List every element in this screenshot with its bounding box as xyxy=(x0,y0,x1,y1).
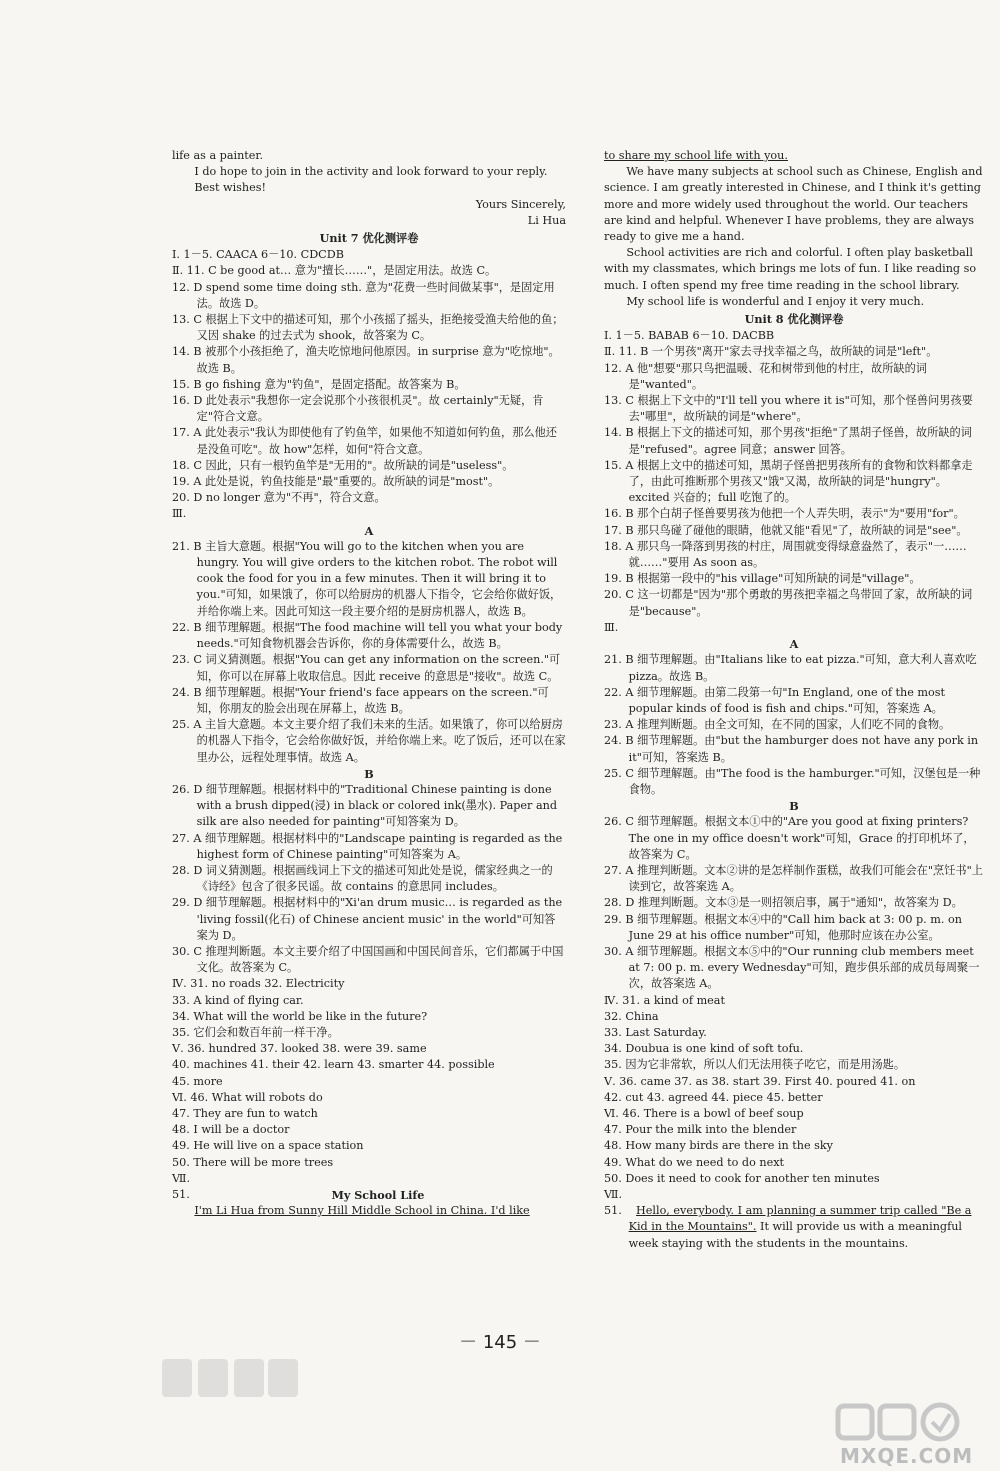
answer-item: 47. Pour the milk into the blender xyxy=(604,1123,797,1137)
answer-item: 33. Last Saturday. xyxy=(604,1025,707,1039)
essay-title: My School Life xyxy=(331,1188,425,1202)
answer-item: 48. How many birds are there in the sky xyxy=(604,1139,833,1153)
answer-item: 18. A 那只鸟一降落到男孩的村庄，周围就变得绿意盎然了，表示"一……就……"要用 As soon as。 xyxy=(604,539,967,570)
answer-item: Ⅳ. 31. a kind of meat xyxy=(604,993,725,1007)
answer-item: 26. D 细节理解题。根据材料中的"Traditional Chinese painting is done with a brush dipped(浸) in black or colored ink(墨水). Paper and silk are also needed for painting"可知答案为 D。 xyxy=(172,782,557,829)
answer-item: 45. more xyxy=(172,1074,223,1088)
letter-line: life as a painter. xyxy=(172,149,264,162)
watermark-text: MXQE.COM xyxy=(840,1444,974,1468)
section-b-label: B xyxy=(789,799,799,814)
letter-line: Best wishes! xyxy=(194,181,266,195)
answer-item: 27. A 推理判断题。文本②讲的是怎样制作蛋糕，故我们可能会在"烹饪书"上读到它，故答案选 A。 xyxy=(604,863,983,894)
letter-line: Yours Sincerely, xyxy=(475,197,566,211)
answer-item: 14. B 根据上下文的描述可知，那个男孩"拒绝"了黑胡子怪兽，故所缺的词是"refused"。agree 同意；answer 回答。 xyxy=(604,426,972,456)
answer-item: 23. C 词义猜测题。根据"You can get any information on the screen."可知，你可以在屏幕上收取信息。因此 receive 的意思是"接收"。故选 C。 xyxy=(172,653,561,683)
answer-item: 42. cut 43. agreed 44. piece 45. better xyxy=(604,1090,823,1104)
unit7-answers xyxy=(172,247,566,522)
answer-item: 50. Does it need to cook for another ten minutes xyxy=(604,1171,880,1185)
unit8-answers xyxy=(604,328,984,636)
answer-item: 22. B 细节理解题。根据"The food machine will tell you what your body needs."可知食物机器会告诉你，你的身体需要什么，故选 B。 xyxy=(172,620,563,651)
answer-item: Ⅶ. xyxy=(172,1171,190,1185)
answer-item: 15. A 根据上文中的描述可知，黑胡子怪兽把男孩所有的食物和饮料都拿走了，由此可推断那个男孩又"饿"又渴，故所缺的词是"hungry"。excited 兴奋的；full 吃饱了的。 xyxy=(604,458,973,505)
answer-item: 29. D 细节理解题。根据材料中的"Xi'an drum music… is regarded as the 'living fossil(化石) of Chinese ancient music' in the world"可知答案为 D。 xyxy=(172,896,563,942)
answer-item: 34. What will the world be like in the future? xyxy=(172,1009,428,1023)
answer-item: Ⅱ. 11. C be good at… 意为"擅长……"，是固定用法。故选 C。 xyxy=(172,264,497,278)
answer-item: 28. D 词义猜测题。根据画线词上下文的描述可知此处是说，儒家经典之一的《诗经》包含了很多民谣。故 contains 的意思同 includes。 xyxy=(172,863,553,894)
answer-item: 12. D spend some time doing sth. 意为"花费一些时间做某事"，是固定用法。故选 D。 xyxy=(172,280,555,310)
answer-item: 13. C 根据上下文中的描述可知，那个小孩摇了摇头，拒绝接受渔夫给他的鱼；又因 shake 的过去式为 shook，故答案为 C。 xyxy=(172,313,564,343)
answer-item: Ⅵ. 46. There is a bowl of beef soup xyxy=(604,1106,804,1120)
answer-item: 33. A kind of flying car. xyxy=(172,993,304,1007)
unit8-essay xyxy=(604,1203,984,1252)
answer-item: 15. B go fishing 意为"钓鱼"，是固定搭配。故答案为 B。 xyxy=(172,377,466,391)
answer-item: 16. D 此处表示"我想你一定会说那个小孩很机灵"。故 certainly"无疑，肯定"符合文意。 xyxy=(172,394,544,424)
unit8-reading-b xyxy=(604,814,984,1203)
answer-item: 25. A 主旨大意题。本文主要介绍了我们未来的生活。如果饿了，你可以给厨房的机器人下指令，它会给你做好饭，并给你端上来。吃了饭后，还可以在家里办公，远程处理事情。故选 A。 xyxy=(172,718,566,764)
answer-item: 27. A 细节理解题。根据材料中的"Landscape painting is regarded as the highest form of Chinese painting"可知答案为 A。 xyxy=(172,831,563,861)
unit7-reading-b xyxy=(172,782,566,1187)
answer-item: 49. What do we need to do next xyxy=(604,1155,785,1169)
answer-item: 24. B 细节理解题。由"but the hamburger does not have any pork in it"可知，答案选 B。 xyxy=(604,734,979,764)
answer-item: 34. Doubua is one kind of soft tofu. xyxy=(604,1042,804,1056)
essay-number: 51. xyxy=(172,1188,190,1201)
section-b-label: B xyxy=(364,766,374,781)
letter-ending xyxy=(172,148,566,229)
right-column xyxy=(604,148,984,1252)
answer-item: 18. C 因此，只有一根钓鱼竿是"无用的"。故所缺的词是"useless"。 xyxy=(172,458,514,472)
answer-item: 25. C 细节理解题。由"The food is the hamburger."可知，汉堡包是一种食物。 xyxy=(604,766,981,796)
answer-item: 14. B 被那个小孩拒绝了，渔夫吃惊地问他原因。in surprise 意为"吃惊地"。故选 B。 xyxy=(172,345,560,375)
answer-item: 35. 它们会和数百年前一样干净。 xyxy=(172,1025,339,1039)
answer-item: 12. A 他"想要"那只鸟把温暖、花和树带到他的村庄，故所缺的词是"wanted"。 xyxy=(604,361,927,391)
essay-paragraph: School activities are rich and colorful. I often play basketball with my classmates, which brings me lots of fun. I like reading so much. I often spend my free time reading in the school library. xyxy=(604,246,977,292)
answer-item: 19. A 此处是说，钓鱼技能是"最"重要的。故所缺的词是"most"。 xyxy=(172,475,500,489)
unit7-reading-a xyxy=(172,539,566,766)
stamp-watermark-icon xyxy=(160,1355,300,1403)
answer-item: 49. He will live on a space station xyxy=(172,1139,364,1153)
answer-item: 17. A 此处表示"我认为即使他有了钓鱼竿，如果他不知道如何钓鱼，那么他还是没鱼可吃"。故 how"怎样，如何"符合文意。 xyxy=(172,426,557,456)
answer-item: 19. B 根据第一段中的"his village"可知所缺的词是"village"。 xyxy=(604,572,921,586)
answer-item: 30. A 细节理解题。根据文本⑤中的"Our running club members meet at 7: 00 p. m. every Wednesday"可知，跑步俱乐部的成员每周聚一次，故答案选 A。 xyxy=(604,944,980,991)
answer-item: Ⅴ. 36. hundred 37. looked 38. were 39. same xyxy=(172,1042,427,1056)
answer-item: 50. There will be more trees xyxy=(172,1155,334,1169)
essay-paragraph: My school life is wonderful and I enjoy it very much. xyxy=(626,294,925,308)
answer-item: 48. I will be a doctor xyxy=(172,1123,290,1137)
letter-line: I do hope to join in the activity and look forward to your reply. xyxy=(194,165,548,179)
answer-item: Ⅵ. 46. What will robots do xyxy=(172,1090,323,1104)
answer-item: Ⅱ. 11. B 一个男孩"离开"家去寻找幸福之鸟，故所缺的词是"left"。 xyxy=(604,345,938,359)
answer-item: Ⅲ. xyxy=(172,507,187,521)
answer-item: Ⅲ. xyxy=(604,620,619,634)
essay-continuation: to share my school life with you. xyxy=(604,149,788,162)
answer-item: 40. machines 41. their 42. learn 43. smarter 44. possible xyxy=(172,1058,495,1072)
essay-paragraphs xyxy=(604,164,984,310)
page-number: － 145 － xyxy=(459,1332,541,1353)
essay-rest: It will provide us with a meaningful week staying with the students in the mountains. xyxy=(628,1220,962,1250)
answer-item: Ⅰ. 1－5. BABAB 6－10. DACBB xyxy=(604,329,775,343)
section-a-label: A xyxy=(364,523,374,538)
answer-item: Ⅳ. 31. no roads 32. Electricity xyxy=(172,977,345,991)
left-column xyxy=(172,148,566,1219)
essay-header xyxy=(172,1187,566,1203)
answer-item: 23. A 推理判断题。由全文可知，在不同的国家，人们吃不同的食物。 xyxy=(604,718,951,732)
answer-item: 32. China xyxy=(604,1009,659,1023)
unit7-title: Unit 7 优化测评卷 xyxy=(319,231,419,246)
section-a-label: A xyxy=(789,637,799,652)
essay-number: 51. xyxy=(604,1204,622,1218)
answer-item: Ⅶ. xyxy=(604,1188,622,1201)
essay-paragraph: We have many subjects at school such as Chinese, English and science. I am greatly interested in Chinese, and I think it's getting more and more widely used throughout the world. Our teachers are kind and helpful. Whenever I have problems, they are always ready to give me a hand. xyxy=(604,165,983,244)
answer-item: 47. They are fun to watch xyxy=(172,1106,318,1120)
unit8-title: Unit 8 优化测评卷 xyxy=(744,312,844,327)
unit8-reading-a xyxy=(604,652,984,798)
essay-first-line: I'm Li Hua from Sunny Hill Middle School in China. I'd like xyxy=(194,1204,530,1218)
answer-item: 28. D 推理判断题。文本③是一则招领启事，属于"通知"，故答案为 D。 xyxy=(604,896,963,910)
answer-item: 29. B 细节理解题。根据文本④中的"Call him back at 3: 00 p. m. on June 29 at his office number"可知，他那时应该在办公室。 xyxy=(604,912,962,942)
answer-item: 21. B 细节理解题。由"Italians like to eat pizza."可知，意大利人喜欢吃 pizza。故选 B。 xyxy=(604,653,977,683)
answer-item: 20. C 这一切都是"因为"那个勇敢的男孩把幸福之鸟带回了家，故所缺的词是"because"。 xyxy=(604,588,973,618)
answer-item: 24. B 细节理解题。根据"Your friend's face appears on the screen."可知，你朋友的脸会出现在屏幕上，故选 B。 xyxy=(172,685,549,715)
essay-first-sentence: Hello, everybody. I am planning a summer trip called "Be a Kid in the Mountains". xyxy=(628,1204,972,1234)
answer-item: 20. D no longer 意为"不再"，符合文意。 xyxy=(172,491,386,505)
answer-item: 26. C 细节理解题。根据文本①中的"Are you good at fixing printers? The one in my office doesn't work"可知，Grace 的打印机坏了，故答案为 C。 xyxy=(604,815,975,861)
letter-line: Li Hua xyxy=(527,213,566,227)
answer-item: 35. 因为它非常软，所以人们无法用筷子吃它，而是用汤匙。 xyxy=(604,1058,906,1072)
answer-item: 17. B 那只鸟碰了碰他的眼睛，他就又能"看见"了，故所缺的词是"see"。 xyxy=(604,523,968,537)
answer-item: Ⅰ. 1－5. CAACA 6－10. CDCDB xyxy=(172,248,344,262)
answer-item: 30. C 推理判断题。本文主要介绍了中国国画和中国民间音乐，它们都属于中国文化。故答案为 C。 xyxy=(172,944,564,975)
answer-item: 16. B 那个白胡子怪兽要男孩为他把一个人弄失明，表示"为"要用"for"。 xyxy=(604,507,965,521)
answer-item: 21. B 主旨大意题。根据"You will go to the kitchen when you are hungry. You will give orders to the kitchen robot. The robot will cook the food for you in a few minutes. Then it will bring it to you."可知，如果饿了，你可以给厨房的机器人下指令，它会给你做好饭，并给你端上来。因此可知这一段主要介绍的是厨房机器人，故选 B。 xyxy=(172,539,562,618)
answer-item: Ⅴ. 36. came 37. as 38. start 39. First 40. poured 41. on xyxy=(604,1074,916,1088)
answer-item: 13. C 根据上下文中的"I'll tell you where it is"可知，那个怪兽问男孩要去"哪里"，故所缺的词是"where"。 xyxy=(604,394,973,424)
answer-item: 22. A 细节理解题。由第二段第一句"In England, one of the most popular kinds of food is fish and chips."可知，答案选 A。 xyxy=(604,685,946,715)
